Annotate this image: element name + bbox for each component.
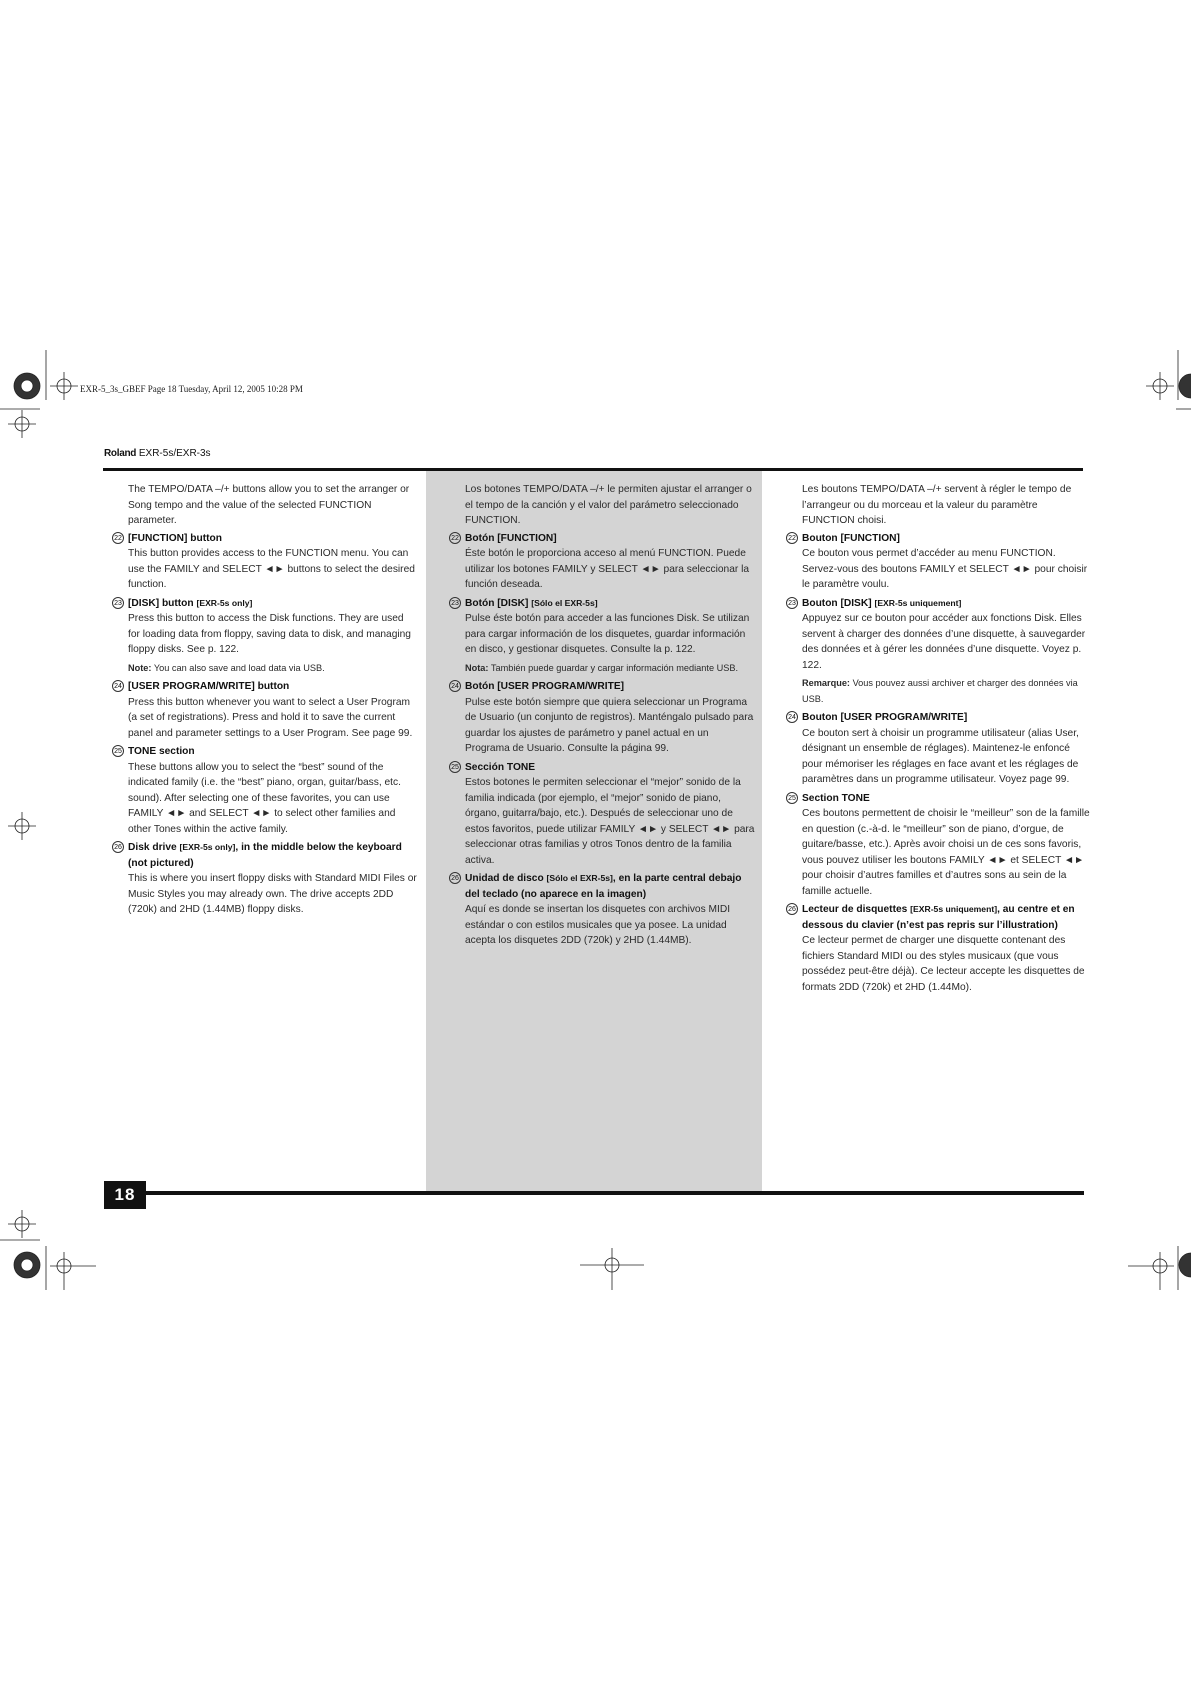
- page-number: 18: [104, 1181, 146, 1209]
- item-note: [128, 661, 418, 677]
- item-title: Lecteur de disquettes: [802, 904, 908, 915]
- item-title-rest: , in the middle below the keyboard (not pictured): [128, 842, 402, 869]
- note-text: You can also save and load data via USB.: [153, 662, 325, 673]
- item-title-rest: , au centre et en dessous du clavier (n’est pas repris sur l’illustration): [802, 904, 1075, 931]
- note-text: También puede guardar y cargar información mediante USB.: [490, 662, 739, 673]
- item-body: These buttons allow you to select the “best” sound of the indicated family (i.e. the “best” piano, organ, guitar/bass, etc. sound). After selecting one of these favorites, you can use FAMILY ◄► and SELECT ◄► to select other families and other Tones within the active family.: [128, 761, 401, 835]
- item-title: [USER PROGRAM/WRITE] button: [128, 681, 290, 692]
- item-body: Ces boutons permettent de choisir le “meilleur” son de la famille en question (c.-à-d. le “meilleur” son de piano, d’orgue, de guitare/basse, etc.). Après avoir choisi un de ces sons favoris, vous pouvez utiliser les boutons FAMILY ◄► et SELECT ◄► pour choisir d’autres familles et d’autres sons au sein de la famille actuelle.: [802, 808, 1090, 897]
- item-number-badge: 24: [112, 680, 124, 692]
- item-number-badge: 25: [786, 792, 798, 804]
- item-body: This is where you insert floppy disks with Standard MIDI Files or Music Styles you may already own. The drive accepts 2DD (720k) and 2HD (1.44MB) floppy disks.: [128, 873, 417, 915]
- item-title-qualifier: [EXR-5s uniquement]: [910, 904, 998, 914]
- item-title-qualifier: [Sólo el EXR-5s]: [531, 597, 598, 608]
- item-heading: [451, 679, 755, 695]
- item-body: Appuyez sur ce bouton pour accéder aux fonctions Disk. Elles servent à charger des données d’une disquette, à sauvegarder des données et à gérer les données d’une disquette. Voyez p. 122.: [802, 613, 1086, 671]
- item-title-rest: , en la parte central debajo del teclado (no aparece en la imagen): [465, 873, 742, 900]
- item-body: Estos botones le permiten seleccionar el “mejor” sonido de la familia indicada (por ejemplo, el “mejor” sonido de piano, órgano, guitarra/bajo, etc.). Después de seleccionar uno de estos favoritos, puede utilizar FAMILY ◄► y SELECT ◄► para seleccionar otras familias y otros Tonos dentro de la familia activa.: [465, 777, 755, 866]
- column-english: [114, 482, 418, 921]
- item-body: Pulse éste botón para acceder a las funciones Disk. Se utilizan para cargar información de los disquetes, guardar información en disco, y gestionar disquetes. Consulte la p. 122.: [465, 613, 750, 655]
- item-number-badge: 22: [449, 532, 461, 544]
- item-title: TONE section: [128, 746, 195, 757]
- running-header: [104, 448, 211, 459]
- item-heading: [114, 531, 418, 547]
- item-heading: [114, 679, 418, 695]
- item-number-badge: 22: [786, 532, 798, 544]
- item-body: Pulse este botón siempre que quiera seleccionar un Programa de Usuario (un conjunto de registros). Manténgalo pulsado para guardar los ajustes de parámetro y panel actual en un Programa de Usuario. Consulte la página 99.: [465, 696, 754, 754]
- note-label: Remarque:: [802, 678, 850, 688]
- item-number-badge: 22: [112, 532, 124, 544]
- item-title-qualifier: [EXR-5s only]: [179, 842, 236, 852]
- item-heading: [114, 840, 418, 871]
- item-body: Press this button whenever you want to select a User Program (a set of registrations). Press and hold it to save the current panel and parameter settings to a User Program. See page 99.: [128, 696, 413, 739]
- item-title: Sección TONE: [465, 761, 536, 773]
- item-number-badge: 24: [786, 711, 798, 723]
- item-body: Ce lecteur permet de charger une disquette contenant des fichiers Standard MIDI ou des styles musicaux (que vous possédez peut-être déjà). Ce lecteur accepte les disquettes de formats 2DD (720k) et 2HD (1.44Mo).: [802, 935, 1085, 993]
- item-title: Bouton [DISK]: [802, 597, 872, 609]
- item-heading: [114, 596, 418, 612]
- item-body: Éste botón le proporciona acceso al menú FUNCTION. Puede utilizar los botones FAMILY y SELECT ◄► para seleccionar la función deseada.: [465, 548, 750, 590]
- item-title: Bouton [FUNCTION]: [802, 532, 900, 544]
- item-title: [DISK] button: [128, 597, 194, 609]
- item-body: This button provides access to the FUNCTION menu. You can use the FAMILY and SELECT ◄► buttons to select the desired function.: [128, 548, 415, 590]
- item-heading: [451, 596, 755, 612]
- item-number-badge: 23: [449, 597, 461, 609]
- item-heading: [788, 791, 1092, 807]
- item-note: [802, 676, 1092, 707]
- item-heading: [788, 902, 1092, 933]
- item-title: Section TONE: [802, 792, 870, 804]
- item-heading: [788, 596, 1092, 612]
- item-title: [FUNCTION] button: [128, 532, 222, 544]
- footer-rule: [146, 1191, 1084, 1195]
- model-name: EXR-5s/EXR-3s: [138, 448, 211, 459]
- item-heading: [451, 531, 755, 547]
- item-heading: [451, 871, 755, 902]
- item-heading: [451, 760, 755, 776]
- item-title-qualifier: [Sólo el EXR-5s]: [546, 873, 613, 883]
- item-number-badge: 26: [112, 841, 124, 853]
- item-title: Disk drive: [128, 842, 177, 853]
- note-label: Note:: [128, 662, 152, 673]
- item-number-badge: 26: [786, 903, 798, 915]
- item-title: Botón [FUNCTION]: [465, 532, 557, 544]
- item-number-badge: 23: [786, 597, 798, 609]
- item-number-badge: 26: [449, 872, 461, 884]
- item-title: Unidad de disco: [465, 873, 544, 884]
- brand-logo: Roland: [104, 448, 137, 459]
- item-body: Ce bouton vous permet d’accéder au menu FUNCTION. Servez-vous des boutons FAMILY et SELECT ◄► pour choisir le paramètre voulu.: [802, 548, 1088, 590]
- item-body: Press this button to access the Disk functions. They are used for loading data from floppy, saving data to disk, and managing floppy disks. See p. 122.: [128, 613, 411, 655]
- item-number-badge: 25: [112, 745, 124, 757]
- intro-paragraph: Los botones TEMPO/DATA –/+ le permiten ajustar el arranger o el tempo de la canción y el valor del parámetro seleccionado FUNCTION.: [465, 484, 752, 526]
- item-note: [465, 661, 755, 677]
- note-text: Vous pouvez aussi archiver et charger des données via USB.: [802, 678, 1078, 704]
- item-body: Ce bouton sert à choisir un programme utilisateur (alias User, désignant un ensemble de réglages). Maintenez-le enfoncé pour mémoriser les réglages en face avant et les réglages de paramètres dans un programme utilisateur. Voyez page 99.: [802, 727, 1079, 785]
- intro-paragraph: Les boutons TEMPO/DATA –/+ servent à régler le tempo de l’arrangeur ou du morceau et la valeur du paramètre FUNCTION choisi.: [802, 484, 1072, 526]
- column-spanish: [451, 482, 755, 952]
- item-heading: [114, 744, 418, 760]
- item-title-qualifier: [EXR-5s only]: [196, 597, 253, 608]
- note-label: Nota:: [465, 662, 489, 673]
- item-title: Botón [USER PROGRAM/WRITE]: [465, 681, 625, 692]
- print-slug-line: EXR-5_3s_GBEF Page 18 Tuesday, April 12, 2005 10:28 PM: [80, 384, 303, 394]
- item-number-badge: 23: [112, 597, 124, 609]
- item-number-badge: 25: [449, 761, 461, 773]
- column-french: [788, 482, 1092, 998]
- item-number-badge: 24: [449, 680, 461, 692]
- item-heading: [788, 531, 1092, 547]
- item-title: Bouton [USER PROGRAM/WRITE]: [802, 712, 968, 723]
- item-body: Aquí es donde se insertan los disquetes con archivos MIDI estándar o con estilos musicales que ya posee. La unidad acepta los disquetes 2DD (720k) y 2HD (1.44MB).: [465, 904, 731, 946]
- item-title-qualifier: [EXR-5s uniquement]: [874, 597, 962, 608]
- item-title: Botón [DISK]: [465, 597, 529, 609]
- intro-paragraph: The TEMPO/DATA –/+ buttons allow you to set the arranger or Song tempo and the value of the selected FUNCTION parameter.: [128, 484, 410, 526]
- item-heading: [788, 710, 1092, 726]
